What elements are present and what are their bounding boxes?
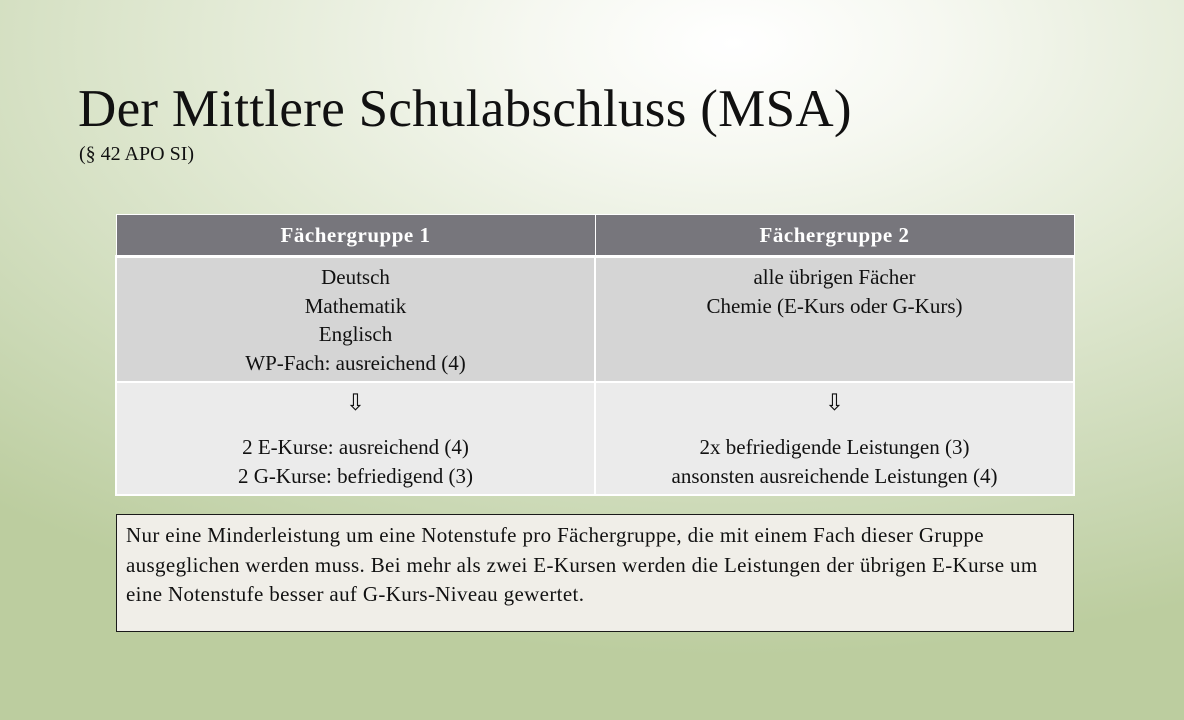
table-header-row [116,215,1074,257]
requirement-item: ansonsten ausreichende Leistungen (4) [671,463,998,488]
group-2-subjects [595,257,1074,383]
requirement-item: 2 E-Kurse: ausreichend (4) [242,435,469,459]
table-row-requirements [116,382,1074,495]
subject-item: Chemie (E-Kurs oder G-Kurs) [706,293,963,318]
header-group-2: Fächergruppe 2 [595,215,1074,257]
slide-subtitle: (§ 42 APO SI) [79,143,195,165]
subject-item: Deutsch [321,265,390,289]
slide-title: Der Mittlere Schulabschluss (MSA) [78,80,852,138]
subject-item: Mathematik [304,293,407,318]
subject-group-table [115,214,1075,496]
subject-item: alle übrigen Fächer [753,265,916,289]
group-1-subjects [116,257,595,383]
header-group-1: Fächergruppe 1 [116,215,595,257]
subject-item: WP-Fach: ausreichend (4) [245,350,466,375]
requirement-item: 2x befriedigende Leistungen (3) [699,435,970,459]
down-arrow-icon: ⇩ [345,390,366,416]
group-1-requirements [116,382,595,495]
note-box: Nur eine Minderleistung um eine Notenstufe pro Fächergruppe, die mit einem Fach dieser Gruppe ausgeglichen werden muss. Bei mehr als zwei E-Kursen werden die Leistungen der übrigen E-Kurse um eine Notenstufe besser auf G-Kurs-Niveau gewertet. [116,514,1074,632]
table-row-subjects [116,257,1074,383]
group-2-requirements [595,382,1074,495]
requirement-item: 2 G-Kurse: befriedigend (3) [238,463,473,488]
subject-item: Englisch [318,322,393,346]
down-arrow-icon: ⇩ [824,390,845,416]
